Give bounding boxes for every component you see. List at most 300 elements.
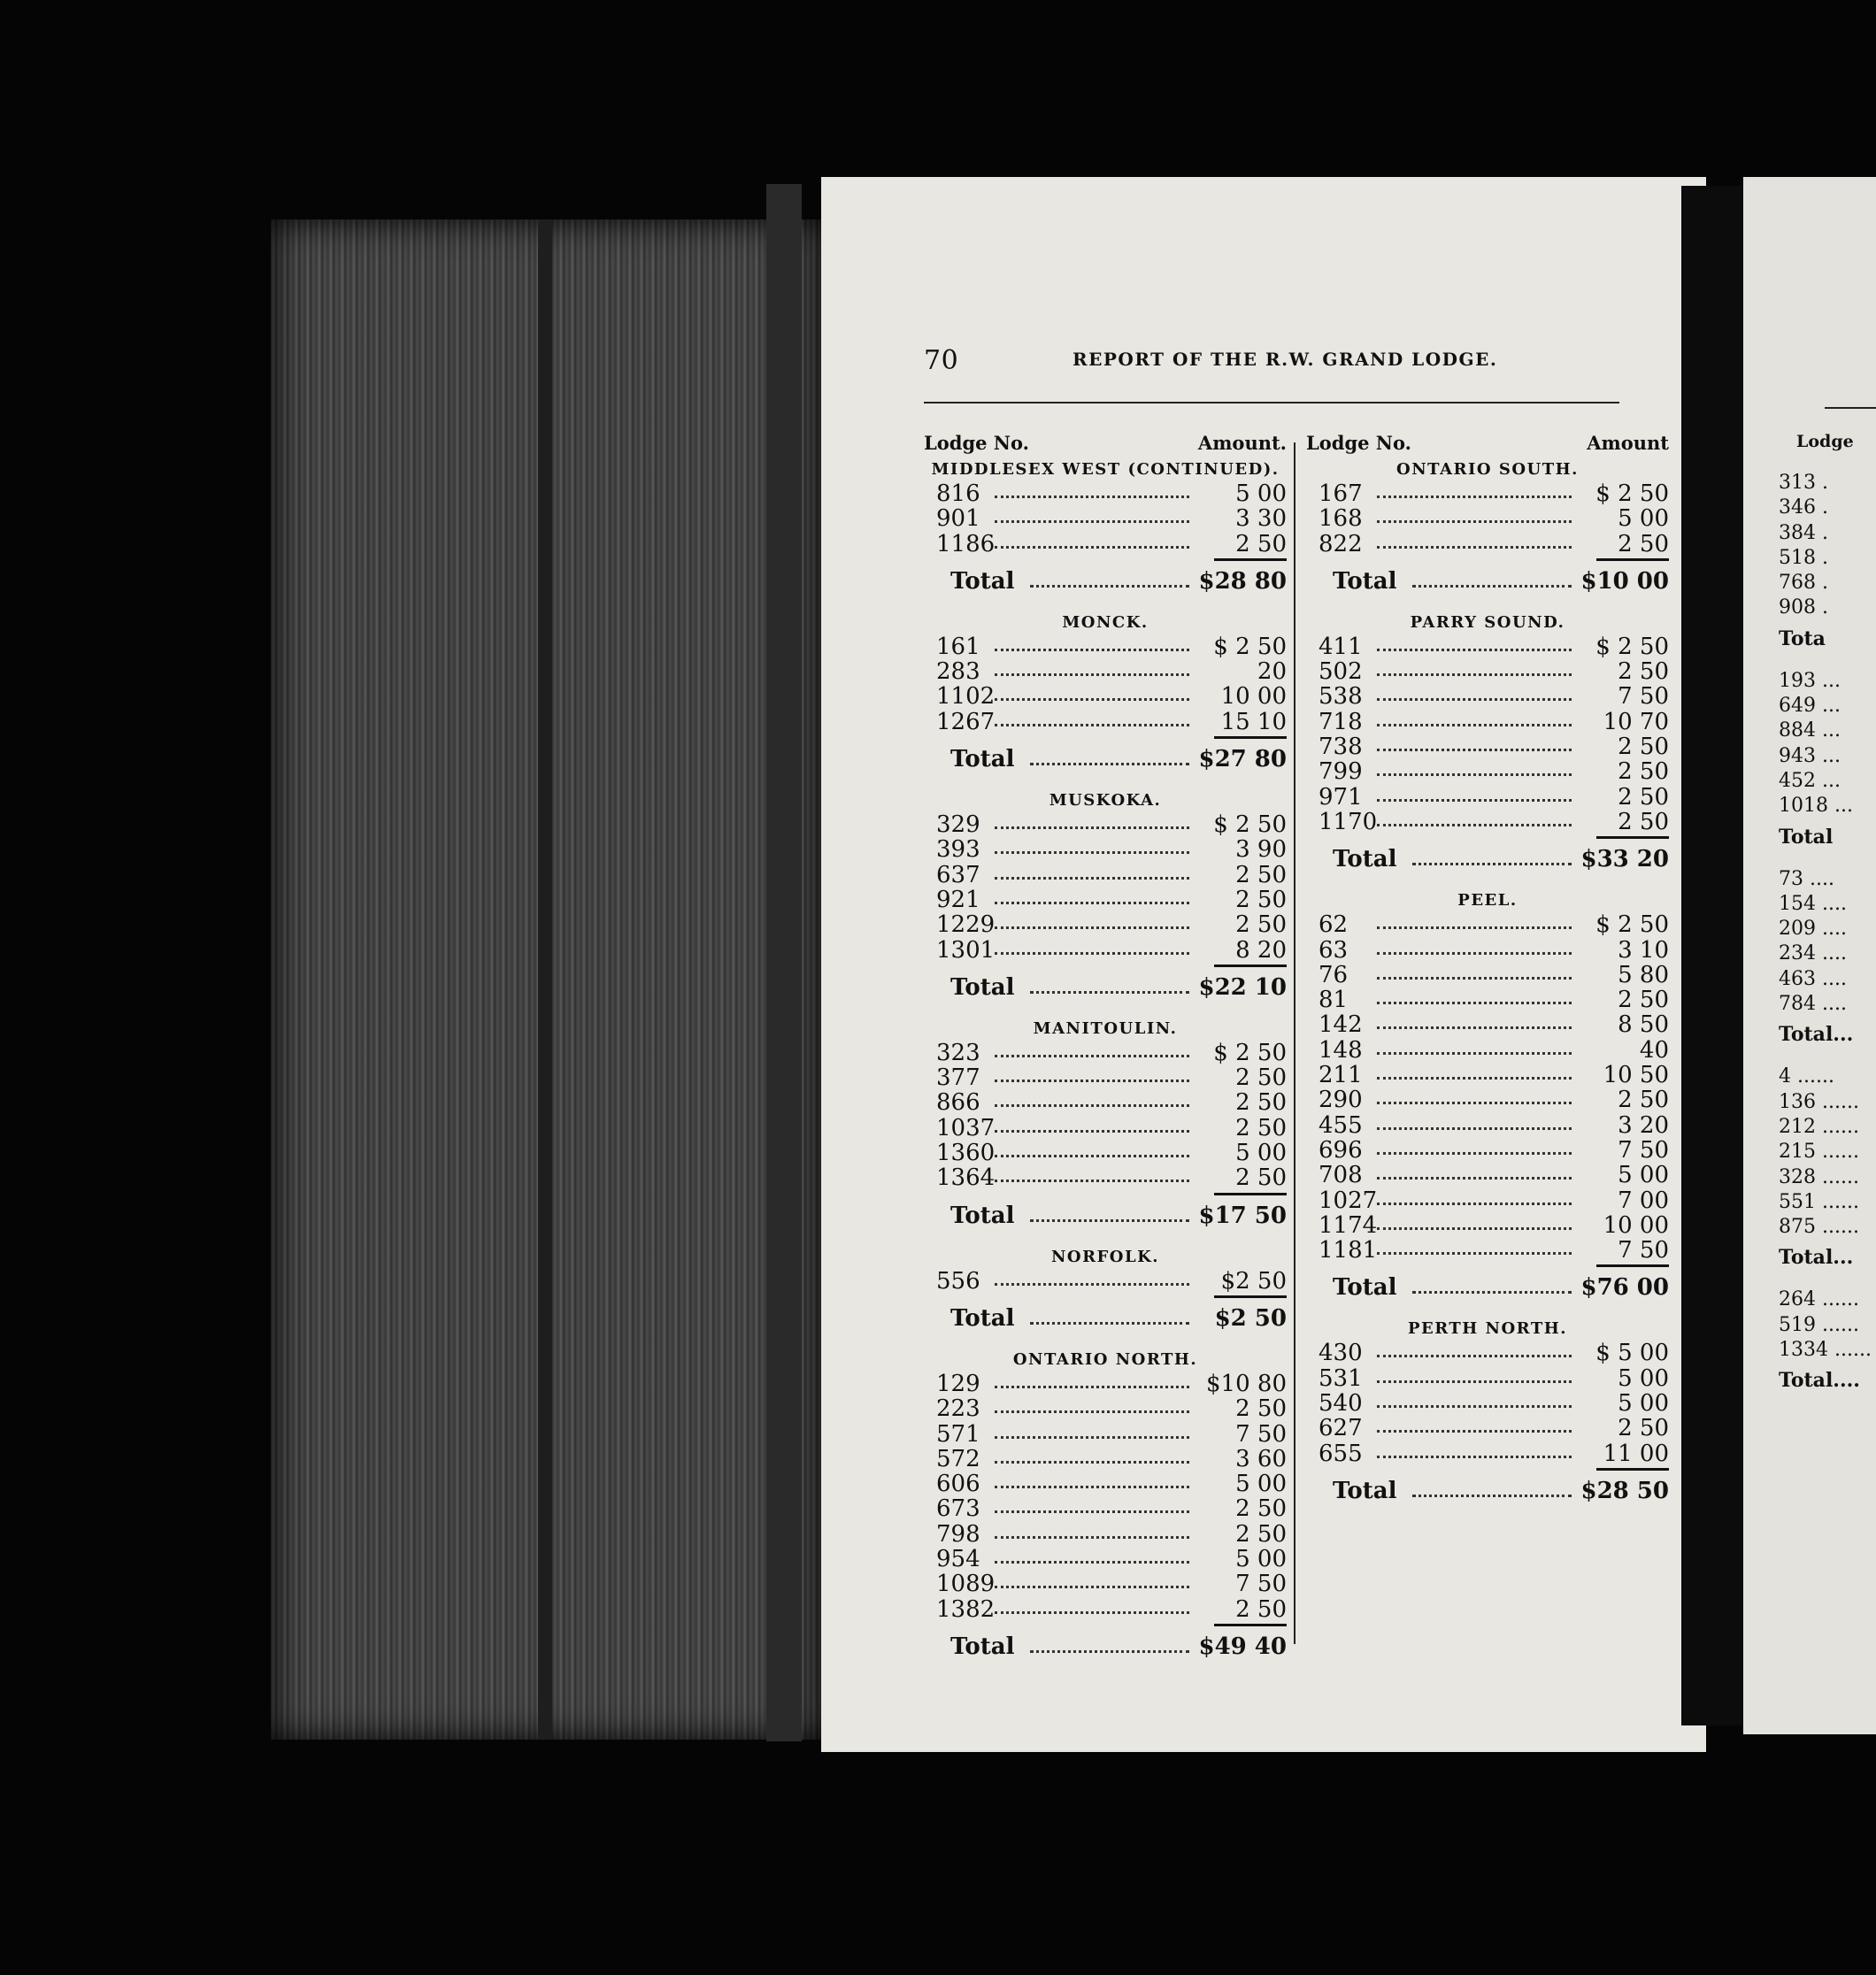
page-number: 70 [924, 345, 959, 376]
total-row [924, 970, 1287, 1005]
adjacent-row: 154 .... [1779, 892, 1847, 915]
lodge-number: 696 [1319, 1136, 1363, 1164]
amount-value: 2 50 [1235, 1520, 1287, 1548]
total-row [1306, 841, 1669, 877]
ledger-row [1306, 532, 1669, 557]
lodge-number: 954 [936, 1546, 980, 1573]
amount-value: 2 50 [1618, 987, 1669, 1014]
amount-value: $2 50 [1220, 1267, 1287, 1295]
dot-leader [995, 1180, 1189, 1182]
amount-value: 7 50 [1618, 1237, 1669, 1264]
ledger-row [1306, 1391, 1669, 1416]
book-page-edges [271, 219, 821, 1740]
section-spacer [924, 599, 1287, 611]
column-header [924, 432, 1287, 458]
dot-leader [995, 1486, 1189, 1488]
dot-leader [1377, 926, 1572, 929]
adjacent-row: 384 . [1779, 521, 1828, 544]
amount-value: 7 50 [1618, 1136, 1669, 1164]
amount-value: 5 00 [1618, 1364, 1669, 1392]
ledger-row [924, 1090, 1287, 1115]
column-header [1306, 432, 1669, 458]
dot-leader [995, 546, 1189, 549]
adjacent-gap [1779, 657, 1876, 669]
adjacent-total: Total [1779, 825, 1834, 849]
lodge-number: 223 [936, 1395, 980, 1423]
adjacent-total: Total... [1779, 1023, 1854, 1047]
adjacent-row: 649 ... [1779, 695, 1841, 718]
lodge-number: 971 [1319, 783, 1363, 811]
total-amount: $49 40 [1198, 1633, 1287, 1660]
lodge-number: 627 [1319, 1415, 1363, 1442]
ledger-row [924, 1372, 1287, 1396]
ledger-row [1306, 1213, 1669, 1238]
adjacent-row: 215 ...... [1779, 1141, 1859, 1164]
sum-rule [1596, 558, 1669, 561]
ledger-row [924, 888, 1287, 912]
lodge-number: 393 [936, 836, 980, 864]
dot-leader [1377, 1177, 1572, 1180]
lodge-number: 606 [936, 1471, 980, 1498]
dot-leader [1377, 1102, 1572, 1104]
ledger-row [1306, 759, 1669, 784]
section-title: MIDDLESEX WEST (CONTINUED). [931, 460, 1280, 479]
dot-leader [1377, 1380, 1572, 1383]
dot-leader [995, 520, 1189, 523]
total-label: Total [950, 973, 1015, 1001]
sum-rule [1214, 736, 1287, 739]
amount-value: 2 50 [1618, 734, 1669, 761]
amount-value: 3 10 [1618, 936, 1669, 964]
lodge-number: 455 [1319, 1111, 1363, 1139]
section-spacer [1306, 877, 1669, 889]
ledger-row [924, 1472, 1287, 1496]
total-label: Total [1333, 1477, 1397, 1504]
amount-value: 2 50 [1618, 658, 1669, 686]
section-spacer [924, 777, 1287, 789]
dot-leader [995, 1283, 1189, 1286]
dot-leader [1030, 1219, 1189, 1222]
dot-leader [995, 926, 1189, 929]
dot-leader [995, 1510, 1189, 1513]
total-row [924, 742, 1287, 777]
adjacent-row: 313 . [1779, 472, 1828, 494]
amount-value: 8 20 [1235, 936, 1287, 964]
amount-value: 2 50 [1235, 1114, 1287, 1141]
lodge-number: 1229 [936, 911, 996, 939]
lodge-number: 1360 [936, 1140, 996, 1167]
amount-value: 5 00 [1618, 1162, 1669, 1189]
dot-leader [1412, 1291, 1572, 1294]
running-title: REPORT OF THE R.W. GRAND LODGE. [1073, 349, 1498, 370]
lodge-number: 377 [936, 1064, 980, 1092]
amount-value: 2 50 [1618, 808, 1669, 835]
dot-leader [1412, 863, 1572, 865]
lodge-number: 76 [1319, 961, 1349, 988]
ledger-row [1306, 506, 1669, 531]
amount-value: 2 50 [1235, 911, 1287, 939]
dot-leader [1377, 1002, 1572, 1004]
adjacent-row: 212 ...... [1779, 1115, 1859, 1138]
lodge-number: 1037 [936, 1114, 996, 1141]
lodge-number: 921 [936, 886, 980, 913]
sum-rule [1214, 1624, 1287, 1626]
section-spacer [924, 1336, 1287, 1349]
column-divider [1294, 442, 1296, 1644]
right-column [1306, 432, 1669, 1521]
adjacent-row: 768 . [1779, 572, 1828, 595]
lodge-number: 1301 [936, 936, 996, 964]
lodge-number: 816 [936, 480, 980, 507]
amount-value: 2 50 [1618, 530, 1669, 557]
dot-leader [1377, 1077, 1572, 1080]
ledger-row [1306, 1163, 1669, 1187]
lodge-number: 822 [1319, 530, 1363, 557]
ledger-row [924, 1597, 1287, 1622]
lodge-number: 62 [1319, 911, 1349, 939]
adjacent-gap [1779, 458, 1876, 471]
ledger-row [924, 863, 1287, 888]
section-title: ONTARIO SOUTH. [1396, 460, 1579, 479]
adjacent-row: 193 ... [1779, 669, 1841, 692]
ledger-row [1306, 963, 1669, 988]
dot-leader [1377, 1355, 1572, 1357]
dot-leader [995, 1561, 1189, 1564]
section-title: PARRY SOUND. [1410, 612, 1565, 632]
total-label: Total [1333, 1274, 1397, 1302]
section-spacer [1306, 1305, 1669, 1318]
adjacent-row: 884 ... [1779, 719, 1841, 742]
total-row [924, 1301, 1287, 1336]
amount-value: 10 00 [1220, 683, 1287, 711]
adjacent-row: 463 .... [1779, 967, 1847, 990]
section-spacer [1306, 599, 1669, 611]
dot-leader [1412, 1495, 1572, 1497]
lodge-number: 323 [936, 1039, 980, 1066]
total-row [1306, 564, 1669, 599]
dot-leader [1030, 1650, 1189, 1653]
ledger-row [924, 938, 1287, 963]
total-label: Total [1333, 846, 1397, 873]
amount-value: $ 2 50 [1213, 1039, 1287, 1066]
total-row [924, 564, 1287, 599]
adjacent-row: 328 ...... [1779, 1165, 1859, 1188]
amount-value: 2 50 [1235, 1164, 1287, 1192]
dot-leader [1412, 585, 1572, 588]
dot-leader [1377, 1430, 1572, 1433]
lodge-number: 1181 [1319, 1237, 1378, 1264]
adjacent-row: 1334 ...... [1779, 1339, 1872, 1362]
dot-leader [995, 496, 1189, 498]
dot-leader [1377, 698, 1572, 701]
sum-rule [1596, 836, 1669, 839]
adjacent-row: 519 ...... [1779, 1313, 1859, 1336]
sum-rule [1214, 1193, 1287, 1195]
lodge-number: 81 [1319, 987, 1349, 1014]
ledger-row [924, 1547, 1287, 1572]
ledger-row [924, 1496, 1287, 1521]
total-amount: $10 00 [1580, 567, 1669, 595]
dot-leader [1030, 1322, 1189, 1325]
amount-value: $ 2 50 [1213, 811, 1287, 839]
lodge-number: 1267 [936, 708, 996, 735]
ledger-page [821, 177, 1706, 1752]
ledger-row [1306, 1366, 1669, 1391]
amount-value: 5 00 [1235, 480, 1287, 507]
dot-leader [1377, 1203, 1572, 1205]
section-spacer [1306, 1509, 1669, 1521]
amount-value: $ 5 00 [1595, 1340, 1669, 1367]
lodge-number: 866 [936, 1089, 980, 1117]
total-amount: $76 00 [1580, 1274, 1669, 1302]
amount-value: 2 50 [1235, 861, 1287, 888]
adjacent-column-header: Lodge [1796, 432, 1854, 451]
adjacent-total: Total... [1779, 1246, 1854, 1270]
amount-value: 7 50 [1235, 1571, 1287, 1598]
amount-value: 10 50 [1603, 1062, 1669, 1089]
amount-value: 3 20 [1618, 1111, 1669, 1139]
lodge-number: 63 [1319, 936, 1349, 964]
lodge-number: 1102 [936, 683, 996, 711]
adjacent-row: 234 .... [1779, 942, 1847, 965]
section-title: MANITOULIN. [1033, 1018, 1178, 1038]
ledger-row [924, 1522, 1287, 1547]
amount-value: $ 2 50 [1213, 633, 1287, 660]
amount-value: 2 50 [1235, 886, 1287, 913]
dot-leader [995, 826, 1189, 829]
total-amount: $22 10 [1198, 973, 1287, 1001]
page-edge-band [538, 219, 552, 1740]
lodge-number: 161 [936, 633, 980, 660]
ledger-row [1306, 1012, 1669, 1037]
adjacent-gap [1779, 1275, 1876, 1287]
lodge-number: 708 [1319, 1162, 1363, 1189]
ledger-row [1306, 734, 1669, 759]
ledger-row [1306, 710, 1669, 734]
lodge-number: 290 [1319, 1087, 1363, 1114]
section-spacer [924, 1233, 1287, 1246]
lodge-number: 148 [1319, 1036, 1363, 1064]
section-title: NORFOLK. [1050, 1247, 1160, 1266]
dot-leader [1377, 977, 1572, 980]
adjacent-total: Total.... [1779, 1369, 1860, 1393]
lodge-number: 168 [1319, 505, 1363, 533]
lodge-number: 167 [1319, 480, 1363, 507]
ledger-row [924, 506, 1287, 531]
sum-rule [1214, 1295, 1287, 1298]
ledger-row [924, 659, 1287, 684]
book-spine-shadow [766, 184, 802, 1741]
lodge-number: 1174 [1319, 1211, 1378, 1239]
lodge-number: 129 [936, 1370, 980, 1397]
dot-leader [995, 902, 1189, 904]
ledger-row [1306, 684, 1669, 709]
ledger-row [1306, 785, 1669, 810]
adjacent-header-rule [1825, 407, 1876, 409]
amount-value: 3 60 [1235, 1445, 1287, 1472]
amount-value: 5 00 [1235, 1546, 1287, 1573]
amount-value: 5 00 [1235, 1471, 1287, 1498]
adjacent-column [1779, 432, 1876, 1398]
amount-value: $ 2 50 [1595, 911, 1669, 939]
lodge-number: 1027 [1319, 1187, 1378, 1214]
ledger-row [1306, 634, 1669, 659]
dot-leader [1377, 649, 1572, 651]
ledger-row [1306, 481, 1669, 506]
amount-value: 2 50 [1618, 1087, 1669, 1114]
total-label: Total [950, 1202, 1015, 1229]
ledger-row [1306, 810, 1669, 834]
section-spacer [924, 1664, 1287, 1677]
header-rule [924, 402, 1619, 403]
amount-value: 7 50 [1618, 683, 1669, 711]
section-title: PEEL. [1457, 891, 1518, 911]
lodge-number: 799 [1319, 758, 1363, 786]
amount-value: 5 00 [1235, 1140, 1287, 1167]
ledger-row [1306, 912, 1669, 937]
ledger-row [1306, 1441, 1669, 1466]
lodge-number: 211 [1319, 1062, 1363, 1089]
adjacent-gap [1779, 855, 1876, 867]
dot-leader [1030, 991, 1189, 994]
lodge-number: 798 [936, 1520, 980, 1548]
total-row [1306, 1473, 1669, 1509]
lodge-number: 538 [1319, 683, 1363, 711]
dot-leader [1377, 1227, 1572, 1230]
adjacent-row: 784 .... [1779, 993, 1847, 1016]
adjacent-row: 264 ...... [1779, 1288, 1859, 1311]
left-column [924, 432, 1287, 1677]
total-label: Total [950, 567, 1015, 595]
ledger-row [924, 1396, 1287, 1421]
lodge-number: 430 [1319, 1340, 1363, 1367]
total-amount: $17 50 [1198, 1202, 1287, 1229]
amount-value: 2 50 [1235, 1064, 1287, 1092]
section-title: MONCK. [1062, 612, 1149, 632]
amount-value: 11 00 [1603, 1440, 1669, 1467]
lodge-no-heading: Lodge No. [924, 432, 1029, 454]
lodge-number: 1089 [936, 1571, 996, 1598]
total-amount: $28 80 [1198, 567, 1287, 595]
dot-leader [995, 851, 1189, 854]
dot-leader [1377, 1026, 1572, 1029]
amount-value: 2 50 [1618, 783, 1669, 811]
ledger-row [1306, 938, 1669, 963]
total-row [924, 1629, 1287, 1664]
dot-leader [1377, 824, 1572, 826]
ledger-row [924, 1065, 1287, 1090]
section-spacer [924, 1005, 1287, 1018]
amount-value: 7 00 [1618, 1187, 1669, 1214]
dot-leader [1377, 749, 1572, 751]
total-amount: $28 50 [1580, 1477, 1669, 1504]
dot-leader [1377, 952, 1572, 955]
adjacent-row: 1018 ... [1779, 795, 1853, 818]
dot-leader [1377, 496, 1572, 498]
dot-leader [1377, 724, 1572, 726]
amount-value: 5 80 [1618, 961, 1669, 988]
amount-value: 2 50 [1618, 1415, 1669, 1442]
dot-leader [995, 1410, 1189, 1413]
adjacent-row: 209 .... [1779, 918, 1847, 941]
lodge-number: 572 [936, 1445, 980, 1472]
dot-leader [1377, 1052, 1572, 1055]
lodge-no-heading: Lodge No. [1306, 432, 1411, 454]
ledger-row [1306, 1341, 1669, 1365]
amount-value: 3 90 [1235, 836, 1287, 864]
adjacent-row: 73 .... [1779, 867, 1834, 890]
lodge-number: 283 [936, 658, 980, 686]
ledger-row [924, 481, 1287, 506]
amount-value: 15 10 [1220, 708, 1287, 735]
dot-leader [995, 1586, 1189, 1588]
ledger-row [1306, 659, 1669, 684]
amount-value: 5 00 [1618, 505, 1669, 533]
lodge-number: 718 [1319, 708, 1363, 735]
lodge-number: 1170 [1319, 808, 1378, 835]
total-row [924, 1198, 1287, 1233]
dot-leader [1377, 1127, 1572, 1130]
dot-leader [1030, 585, 1189, 588]
sum-rule [1596, 1264, 1669, 1267]
book-gutter [1681, 186, 1743, 1725]
adjacent-page-fragment [1743, 177, 1876, 1734]
dot-leader [995, 877, 1189, 880]
total-row [1306, 1270, 1669, 1305]
lodge-number: 655 [1319, 1440, 1363, 1467]
dot-leader [995, 1536, 1189, 1539]
dot-leader [1030, 763, 1189, 765]
sum-rule [1214, 558, 1287, 561]
ledger-row [1306, 1087, 1669, 1112]
amount-value: $10 80 [1206, 1370, 1287, 1397]
ledger-row [924, 1116, 1287, 1141]
dot-leader [1377, 546, 1572, 549]
ledger-row [924, 532, 1287, 557]
amount-value: $ 2 50 [1595, 480, 1669, 507]
amount-value: 2 50 [1235, 1495, 1287, 1523]
dot-leader [995, 1155, 1189, 1157]
lodge-number: 556 [936, 1267, 980, 1295]
ledger-row [924, 1269, 1287, 1294]
total-amount: $27 80 [1198, 746, 1287, 773]
lodge-number: 673 [936, 1495, 980, 1523]
adjacent-row: 452 ... [1779, 769, 1841, 792]
dot-leader [1377, 520, 1572, 523]
dot-leader [995, 1436, 1189, 1439]
ledger-row [924, 1141, 1287, 1165]
amount-value: 7 50 [1235, 1420, 1287, 1448]
amount-value: 2 50 [1235, 1595, 1287, 1623]
ledger-row [924, 1447, 1287, 1472]
section-title: PERTH NORTH. [1407, 1319, 1567, 1339]
total-label: Total [950, 746, 1015, 773]
lodge-number: 1382 [936, 1595, 996, 1623]
ledger-row [1306, 1188, 1669, 1213]
amount-value: 2 50 [1235, 530, 1287, 557]
dot-leader [995, 698, 1189, 701]
adjacent-total: Tota [1779, 626, 1826, 650]
dot-leader [995, 1104, 1189, 1107]
adjacent-row: 4 ...... [1779, 1065, 1834, 1088]
lodge-number: 540 [1319, 1390, 1363, 1418]
ledger-row [924, 912, 1287, 937]
dot-leader [1377, 1456, 1572, 1458]
adjacent-row: 908 . [1779, 596, 1828, 619]
ledger-row [924, 1041, 1287, 1065]
amount-value: 40 [1639, 1036, 1669, 1064]
amount-value: 10 70 [1603, 708, 1669, 735]
